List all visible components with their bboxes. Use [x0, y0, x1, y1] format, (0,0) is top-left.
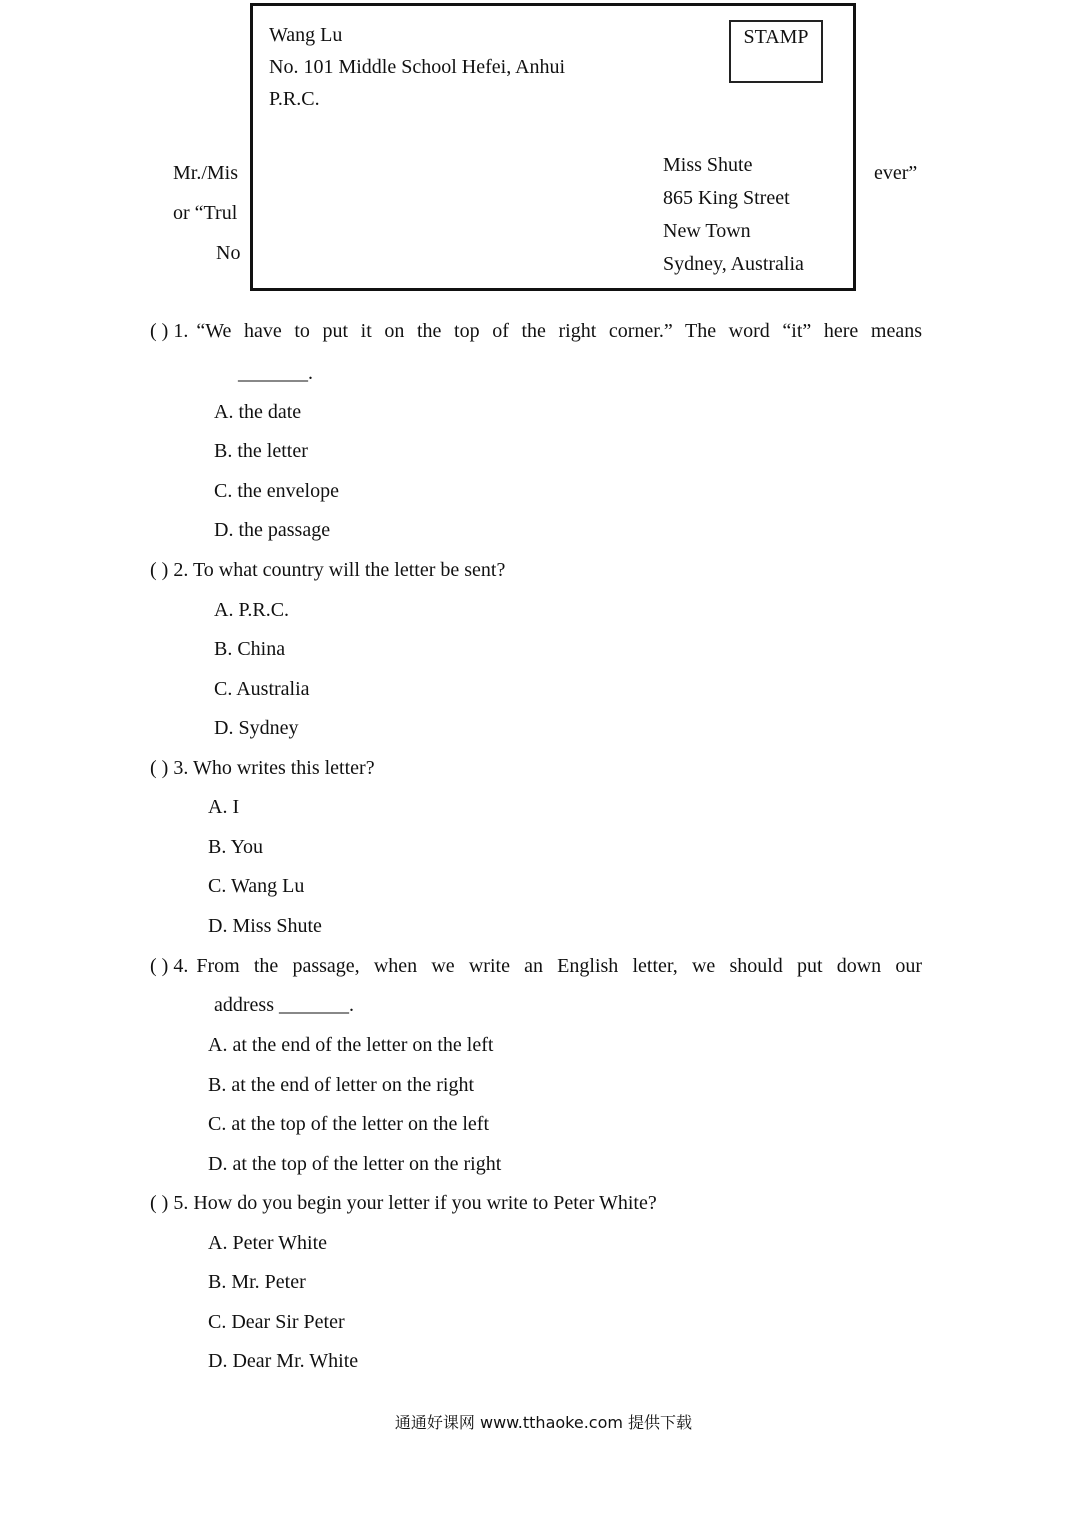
recipient-city-country: Sydney, Australia	[663, 253, 804, 275]
recipient-town: New Town	[663, 220, 751, 242]
recipient-name: Miss Shute	[663, 154, 753, 176]
q3-option-d: D. Miss Shute	[208, 915, 322, 937]
sender-country: P.R.C.	[269, 88, 320, 110]
q3-option-c: C. Wang Lu	[208, 875, 305, 897]
question-4-text: From the passage, when we write an English letter, we should put down our	[196, 955, 922, 977]
q1-option-b: B. the letter	[214, 440, 308, 462]
stamp-box: STAMP	[729, 20, 823, 83]
question-4	[150, 955, 922, 978]
q3-option-b: B. You	[208, 836, 264, 858]
q1-option-d: D. the passage	[214, 519, 331, 541]
question-1	[150, 320, 922, 343]
q2-option-c: C. Australia	[214, 678, 310, 700]
question-3-text: Who writes this letter?	[192, 757, 375, 779]
q5-option-b: B. Mr. Peter	[208, 1271, 306, 1293]
q5-option-d: D. Dear Mr. White	[208, 1350, 359, 1372]
q2-option-b: B. China	[214, 638, 286, 660]
q3-option-a: A. I	[208, 796, 240, 818]
question-4-prefix: ( ) 4.	[150, 955, 189, 977]
q4-option-c: C. at the top of the letter on the left	[208, 1113, 490, 1135]
passage-fragment-left-3: No	[216, 242, 241, 264]
question-2-text: To what country will the letter be sent?	[192, 559, 506, 581]
envelope-image	[250, 3, 856, 291]
question-1-text: “We have to put it on the top of the right corner.” The word “it” here means	[196, 320, 922, 342]
recipient-street: 865 King Street	[663, 187, 790, 209]
question-2-prefix: ( ) 2.	[150, 559, 189, 581]
q2-option-a: A. P.R.C.	[214, 599, 290, 621]
q4-option-a: A. at the end of the letter on the left	[208, 1034, 494, 1056]
passage-fragment-right-1: ever”	[874, 162, 918, 184]
question-5	[150, 1192, 657, 1215]
q5-option-a: A. Peter White	[208, 1232, 328, 1254]
q1-option-a: A. the date	[214, 401, 302, 423]
q2-option-d: D. Sydney	[214, 717, 299, 739]
q5-option-c: C. Dear Sir Peter	[208, 1311, 345, 1333]
question-1-prefix: ( ) 1.	[150, 320, 189, 342]
passage-fragment-left-1: Mr./Mis	[173, 162, 239, 184]
footer-source: 通通好课网 www.tthaoke.com 提供下载	[394, 1413, 693, 1432]
q4-option-b: B. at the end of letter on the right	[208, 1074, 475, 1096]
question-5-text: How do you begin your letter if you write to Peter White?	[193, 1192, 657, 1214]
question-1-blank: _______.	[238, 362, 313, 384]
passage-fragment-left-2: or “Trul	[173, 202, 238, 224]
q4-option-d: D. at the top of the letter on the right	[208, 1153, 502, 1175]
question-3	[150, 757, 375, 780]
question-2	[150, 559, 505, 582]
question-3-prefix: ( ) 3.	[150, 757, 189, 779]
q1-option-c: C. the envelope	[214, 480, 339, 502]
sender-name: Wang Lu	[269, 24, 343, 46]
question-4-blank: address _______.	[214, 994, 354, 1016]
sender-address: No. 101 Middle School Hefei, Anhui	[269, 56, 566, 78]
question-5-prefix: ( ) 5.	[150, 1192, 189, 1214]
